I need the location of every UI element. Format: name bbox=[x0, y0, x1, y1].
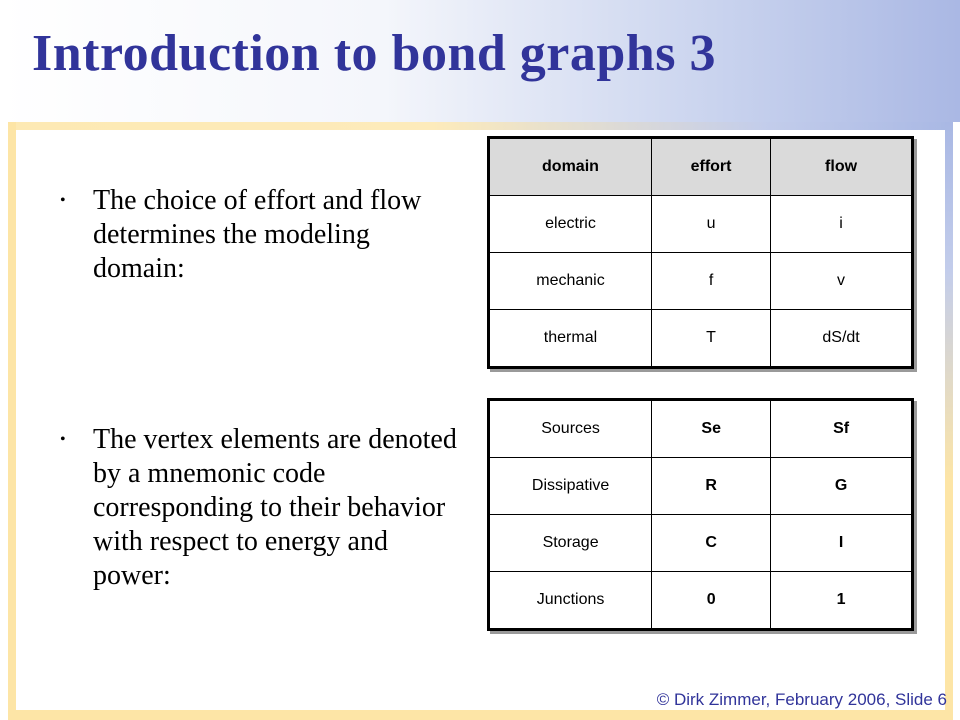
table-cell: C bbox=[652, 515, 771, 572]
table-cell: Storage bbox=[489, 515, 652, 572]
table-cell: f bbox=[651, 253, 770, 310]
table-cell: 1 bbox=[771, 572, 913, 630]
frame-left-border bbox=[8, 122, 16, 720]
bullet-text: The choice of effort and flow determines the modeling domain: bbox=[93, 185, 422, 284]
table-cell: G bbox=[771, 458, 913, 515]
table-cell: v bbox=[771, 253, 913, 310]
table-row bbox=[489, 572, 913, 630]
table-cell: i bbox=[771, 196, 913, 253]
bullet-text: The vertex elements are denoted by a mnemonic code corresponding to their behavior with respect to energy and power: bbox=[93, 424, 457, 591]
domain-table bbox=[487, 136, 914, 369]
table-cell: I bbox=[771, 515, 913, 572]
slide-footer: © Dirk Zimmer, February 2006, Slide 6 bbox=[656, 690, 947, 709]
column-header: domain bbox=[489, 138, 652, 196]
bullet-marker: • bbox=[60, 431, 66, 448]
table-row bbox=[489, 515, 913, 572]
table-cell: Dissipative bbox=[489, 458, 652, 515]
frame-top-border bbox=[8, 122, 953, 130]
frame-bottom-border bbox=[8, 710, 953, 720]
table-row bbox=[489, 253, 913, 310]
slide-title: Introduction to bond graphs 3 bbox=[32, 25, 716, 82]
table-cell: thermal bbox=[489, 310, 652, 368]
table-cell: u bbox=[651, 196, 770, 253]
table-cell: Junctions bbox=[489, 572, 652, 630]
table-cell: Se bbox=[652, 400, 771, 458]
column-header: flow bbox=[771, 138, 913, 196]
table-cell: electric bbox=[489, 196, 652, 253]
table-cell: dS/dt bbox=[771, 310, 913, 368]
table-cell: 0 bbox=[652, 572, 771, 630]
column-header: effort bbox=[651, 138, 770, 196]
table-cell: Sources bbox=[489, 400, 652, 458]
bullet-marker: • bbox=[60, 192, 66, 209]
table-header-row bbox=[489, 138, 913, 196]
element-table bbox=[487, 398, 914, 631]
table-row bbox=[489, 196, 913, 253]
table-cell: Sf bbox=[771, 400, 913, 458]
table-row bbox=[489, 400, 913, 458]
bullet-item-vertex-elements bbox=[60, 423, 460, 593]
table-row bbox=[489, 310, 913, 368]
table-cell: T bbox=[651, 310, 770, 368]
table-row bbox=[489, 458, 913, 515]
table-cell: mechanic bbox=[489, 253, 652, 310]
bullet-item-effort-flow bbox=[60, 184, 460, 286]
frame-right-border bbox=[945, 122, 953, 720]
table-cell: R bbox=[652, 458, 771, 515]
